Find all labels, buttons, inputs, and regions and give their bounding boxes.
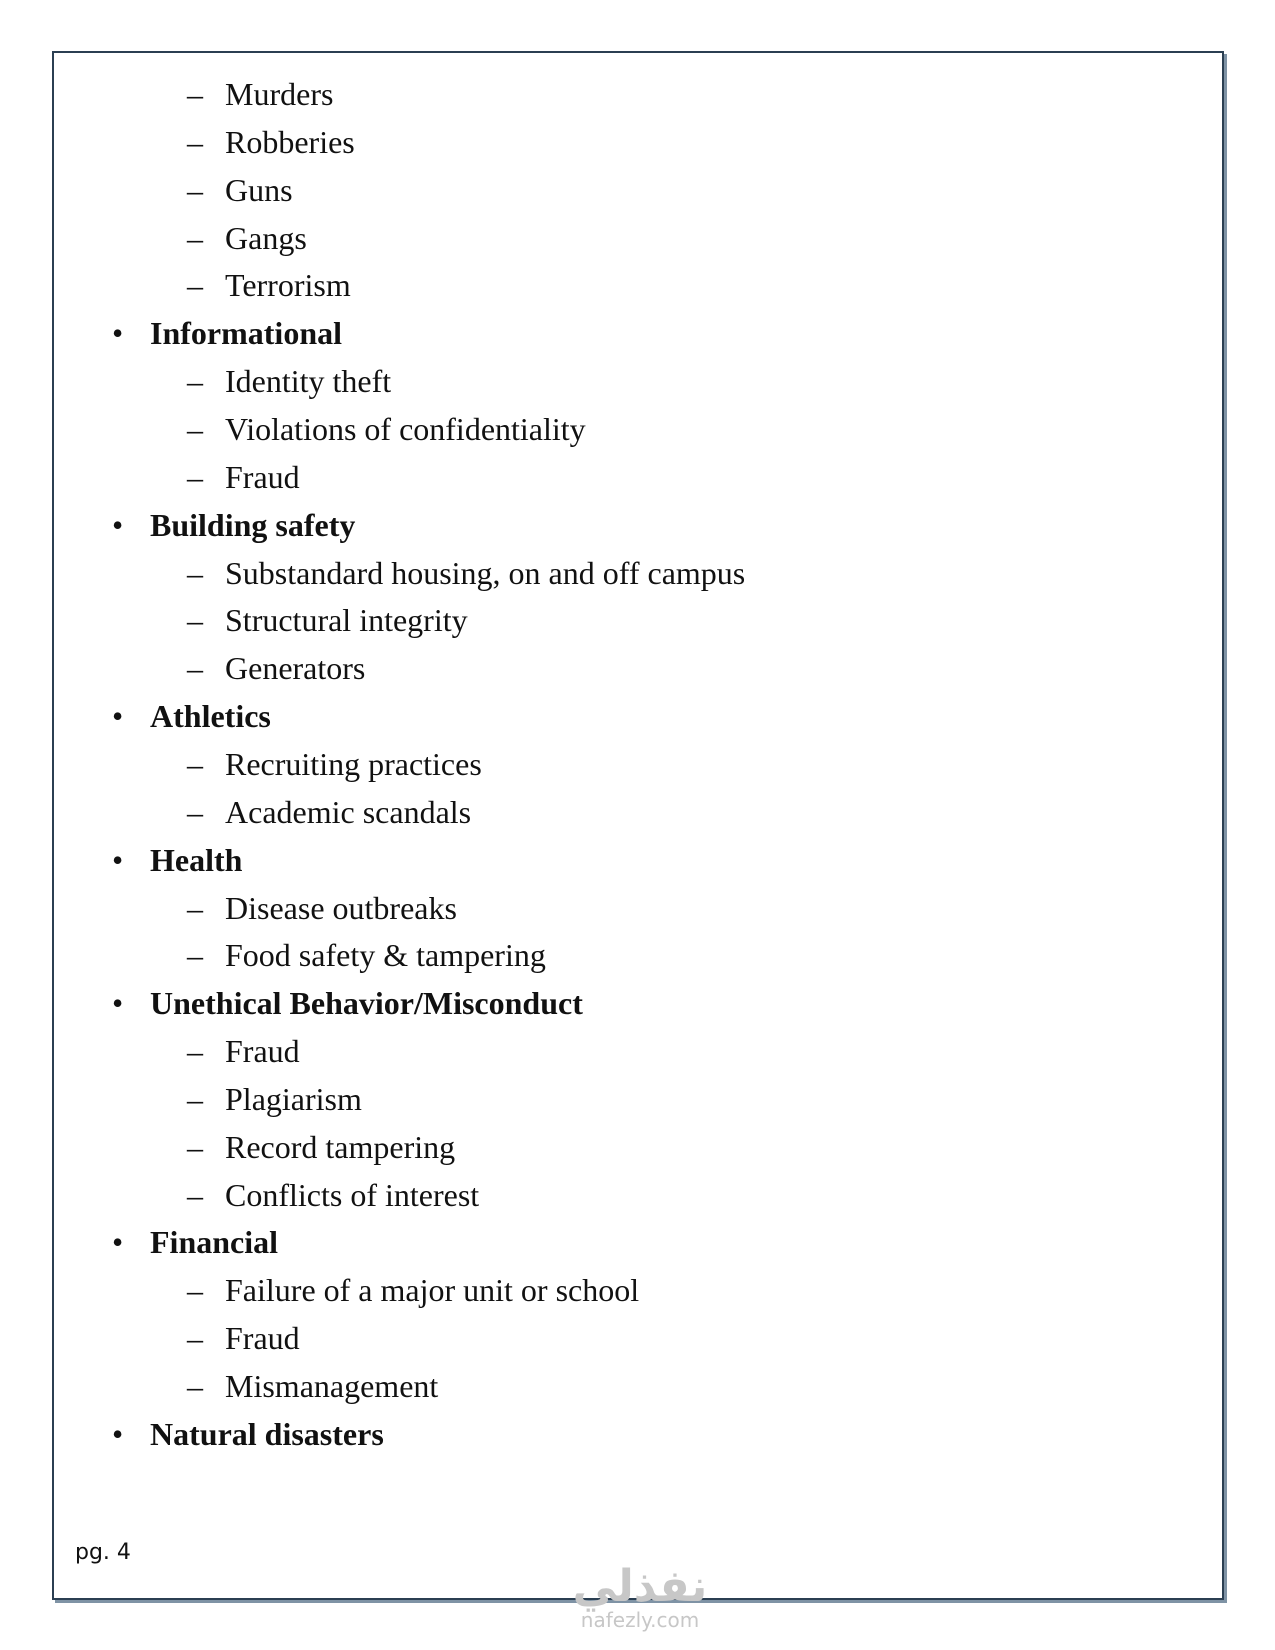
list-heading bbox=[112, 691, 271, 741]
dash-icon: – bbox=[187, 171, 203, 208]
item-text: Fraud bbox=[225, 1320, 300, 1357]
list-subitem bbox=[187, 930, 546, 980]
watermark-logo bbox=[560, 1561, 720, 1632]
item-text: Substandard housing, on and off campus bbox=[225, 554, 746, 591]
item-text: Fraud bbox=[225, 458, 300, 495]
item-text: Generators bbox=[225, 650, 366, 687]
item-text: Fraud bbox=[225, 1033, 300, 1069]
dash-icon: – bbox=[187, 1272, 203, 1309]
list-subitem bbox=[187, 260, 351, 310]
dash-icon: – bbox=[187, 745, 203, 782]
dash-icon: – bbox=[187, 363, 203, 400]
bullet-icon: • bbox=[112, 506, 124, 543]
list-subitem bbox=[187, 213, 307, 263]
page-number: pg. 4 bbox=[75, 1540, 131, 1565]
bullet-icon: • bbox=[112, 985, 124, 1022]
dash-icon: – bbox=[187, 889, 203, 926]
item-text: Terrorism bbox=[225, 267, 351, 304]
item-text: Robberies bbox=[225, 123, 355, 160]
item-text: Building safety bbox=[150, 506, 356, 543]
dash-icon: – bbox=[187, 123, 203, 160]
dash-icon: – bbox=[187, 458, 203, 495]
item-text: Disease outbreaks bbox=[225, 889, 457, 926]
bullet-icon: • bbox=[112, 1415, 124, 1452]
item-text: Plagiarism bbox=[225, 1080, 362, 1117]
item-text: Structural integrity bbox=[225, 602, 468, 639]
list-subitem bbox=[187, 1361, 438, 1411]
list-subitem bbox=[187, 548, 745, 598]
item-text: Health bbox=[150, 841, 243, 878]
item-text: Athletics bbox=[150, 698, 271, 735]
item-text: Guns bbox=[225, 171, 293, 208]
bullet-icon: • bbox=[112, 1224, 124, 1261]
dash-icon: – bbox=[187, 219, 203, 256]
dash-icon: – bbox=[187, 554, 203, 591]
watermark-latin: nafezly.com bbox=[580, 1608, 700, 1632]
item-text: Recruiting practices bbox=[225, 745, 482, 782]
dash-icon: – bbox=[187, 650, 203, 687]
item-text: Academic scandals bbox=[225, 793, 472, 830]
item-text: Murders bbox=[225, 76, 334, 112]
list-subitem bbox=[187, 643, 365, 693]
list-subitem bbox=[187, 595, 468, 645]
list-heading bbox=[112, 1217, 278, 1267]
list-heading bbox=[112, 978, 583, 1028]
bullet-icon: • bbox=[112, 315, 124, 352]
list-subitem bbox=[187, 1170, 479, 1220]
item-text: Mismanagement bbox=[225, 1368, 439, 1404]
list-subitem bbox=[187, 1026, 300, 1076]
dash-icon: – bbox=[187, 602, 203, 639]
item-text: Identity theft bbox=[225, 363, 392, 400]
list-subitem bbox=[187, 1122, 455, 1172]
list-subitem bbox=[187, 69, 333, 119]
list-heading bbox=[112, 835, 242, 885]
list-heading bbox=[112, 308, 342, 358]
list-subitem bbox=[187, 1313, 300, 1363]
list-subitem bbox=[187, 883, 457, 933]
bullet-icon: • bbox=[112, 698, 124, 735]
item-text: Informational bbox=[150, 315, 342, 352]
list-heading bbox=[112, 1409, 384, 1459]
list-subitem bbox=[187, 787, 471, 837]
dash-icon: – bbox=[187, 793, 203, 830]
list-subitem bbox=[187, 356, 391, 406]
item-text: Gangs bbox=[225, 219, 307, 256]
list-subitem bbox=[187, 404, 586, 454]
dash-icon: – bbox=[187, 1176, 203, 1213]
item-text: Conflicts of interest bbox=[225, 1176, 480, 1213]
dash-icon: – bbox=[187, 1128, 203, 1165]
dash-icon: – bbox=[187, 1080, 203, 1117]
item-text: Failure of a major unit or school bbox=[225, 1272, 640, 1309]
list-subitem bbox=[187, 1265, 639, 1315]
item-text: Food safety & tampering bbox=[225, 937, 546, 974]
list-heading bbox=[112, 500, 355, 550]
list-subitem bbox=[187, 165, 293, 215]
list-subitem bbox=[187, 117, 355, 167]
dash-icon: – bbox=[187, 937, 203, 974]
dash-icon: – bbox=[187, 410, 203, 447]
item-text: Natural disasters bbox=[150, 1415, 384, 1452]
dash-icon: – bbox=[187, 1033, 203, 1069]
bullet-icon: • bbox=[112, 841, 124, 878]
dash-icon: – bbox=[187, 1320, 203, 1357]
list-subitem bbox=[187, 739, 482, 789]
list-subitem bbox=[187, 1074, 362, 1124]
item-text: Financial bbox=[150, 1224, 279, 1261]
list-subitem bbox=[187, 452, 300, 502]
dash-icon: – bbox=[187, 267, 203, 304]
item-text: Unethical Behavior/Misconduct bbox=[150, 985, 583, 1022]
dash-icon: – bbox=[187, 76, 203, 112]
item-text: Record tampering bbox=[225, 1128, 456, 1165]
watermark-arabic: نفذلي bbox=[572, 1561, 708, 1612]
dash-icon: – bbox=[187, 1368, 203, 1404]
item-text: Violations of confidentiality bbox=[225, 410, 586, 447]
